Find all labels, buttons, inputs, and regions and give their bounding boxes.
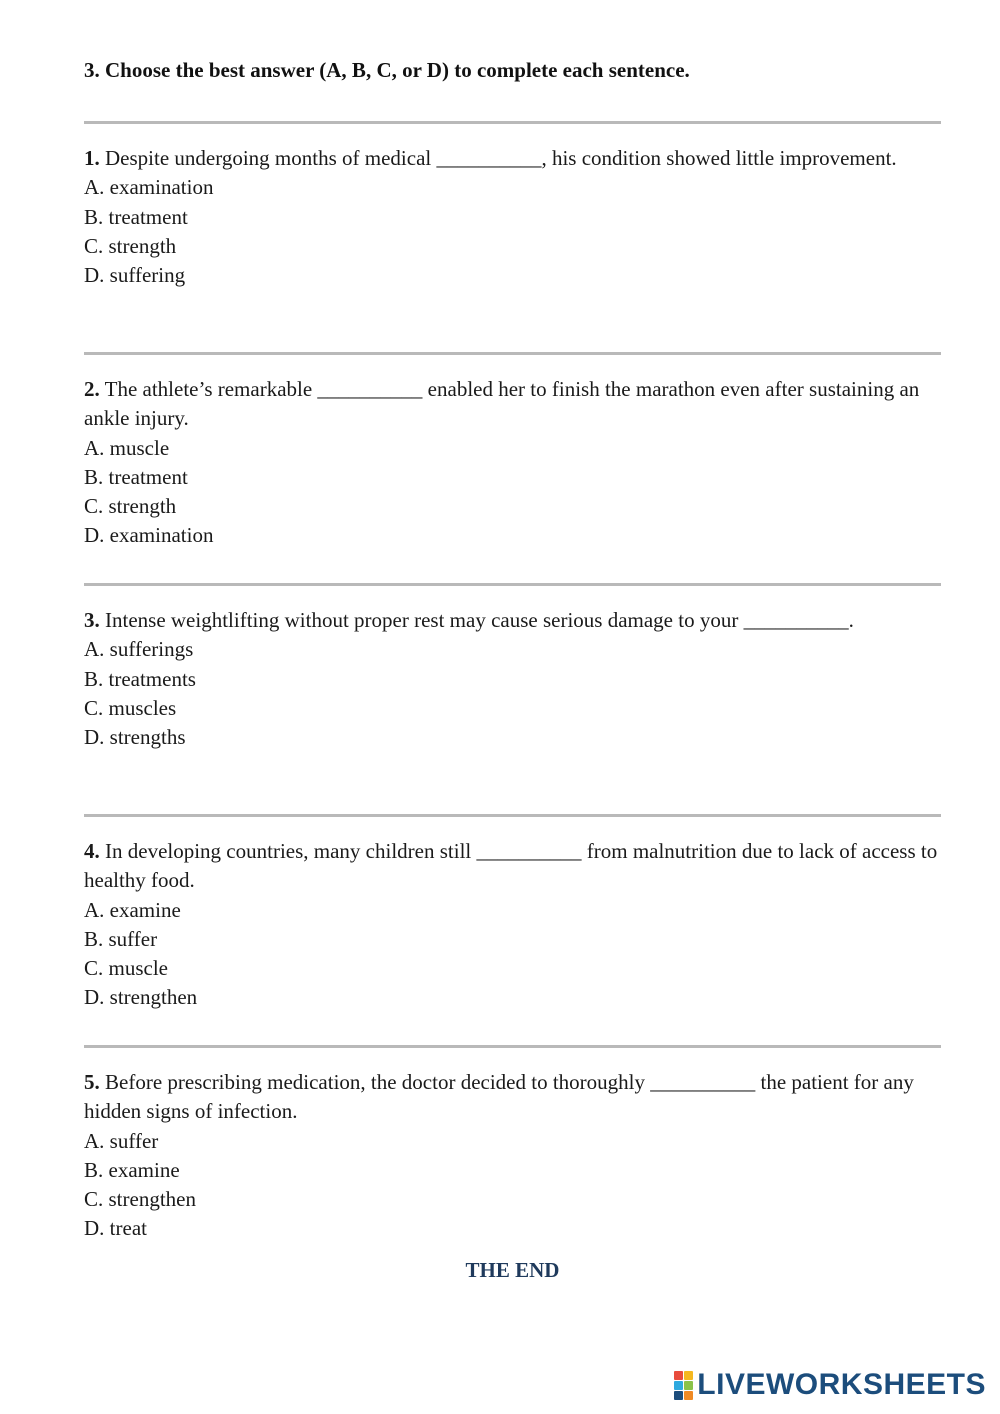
option-d[interactable]: D. examination (84, 523, 214, 548)
question-number: 1. (84, 146, 100, 170)
option-b[interactable]: B. treatment (84, 204, 188, 229)
question-number: 5. (84, 1070, 100, 1094)
option-d[interactable]: D. treat (84, 1216, 147, 1241)
option-d[interactable]: D. strengths (84, 725, 186, 750)
divider (84, 352, 941, 355)
option-a[interactable]: A. suffer (84, 1128, 159, 1153)
option-c[interactable]: C. strength (84, 494, 177, 519)
option-c[interactable]: C. muscle (84, 956, 168, 981)
section-heading: 3. Choose the best answer (A, B, C, or D) to complete each sentence. (84, 58, 690, 82)
option-a[interactable]: A. examination (84, 175, 214, 200)
option-b[interactable]: B. treatment (84, 464, 188, 489)
divider (84, 814, 941, 817)
liveworksheets-logo-icon (674, 1371, 693, 1400)
option-b[interactable]: B. examine (84, 1157, 180, 1182)
question-5 (84, 1045, 941, 1244)
question-stem (84, 144, 941, 173)
question-text: The athlete’s remarkable __________ enabled her to finish the marathon even after sustaining an ankle injury. (84, 377, 920, 431)
question-stem (84, 1068, 941, 1127)
question-stem (84, 606, 941, 635)
question-2 (84, 352, 941, 551)
the-end-footer: THE END (465, 1258, 560, 1282)
liveworksheets-logo (674, 1368, 986, 1402)
question-text: Intense weightlifting without proper rest may cause serious damage to your __________. (99, 608, 854, 632)
question-1 (84, 121, 941, 290)
question-text: Before prescribing medication, the doctor decided to thoroughly __________ the patient for any hidden signs of infection. (84, 1070, 914, 1124)
question-number: 4. (84, 839, 100, 863)
question-text: In developing countries, many children still __________ from malnutrition due to lack of access to healthy food. (84, 839, 938, 893)
option-d[interactable]: D. suffering (84, 263, 186, 288)
question-stem (84, 837, 941, 896)
liveworksheets-logo-text: LIVEWORKSHEETS (697, 1368, 986, 1401)
divider (84, 583, 941, 586)
divider (84, 121, 941, 124)
option-b[interactable]: B. suffer (84, 926, 158, 951)
option-b[interactable]: B. treatments (84, 666, 196, 691)
option-d[interactable]: D. strengthen (84, 985, 198, 1010)
option-a[interactable]: A. muscle (84, 435, 170, 460)
question-text: Despite undergoing months of medical __________, his condition showed little improvement. (99, 146, 897, 170)
option-a[interactable]: A. examine (84, 897, 181, 922)
question-3 (84, 583, 941, 752)
question-4 (84, 814, 941, 1013)
option-c[interactable]: C. muscles (84, 695, 177, 720)
question-number: 3. (84, 608, 100, 632)
question-number: 2. (84, 377, 100, 401)
question-stem (84, 375, 941, 434)
option-c[interactable]: C. strength (84, 233, 177, 258)
option-c[interactable]: C. strengthen (84, 1187, 196, 1212)
option-a[interactable]: A. sufferings (84, 637, 194, 662)
divider (84, 1045, 941, 1048)
